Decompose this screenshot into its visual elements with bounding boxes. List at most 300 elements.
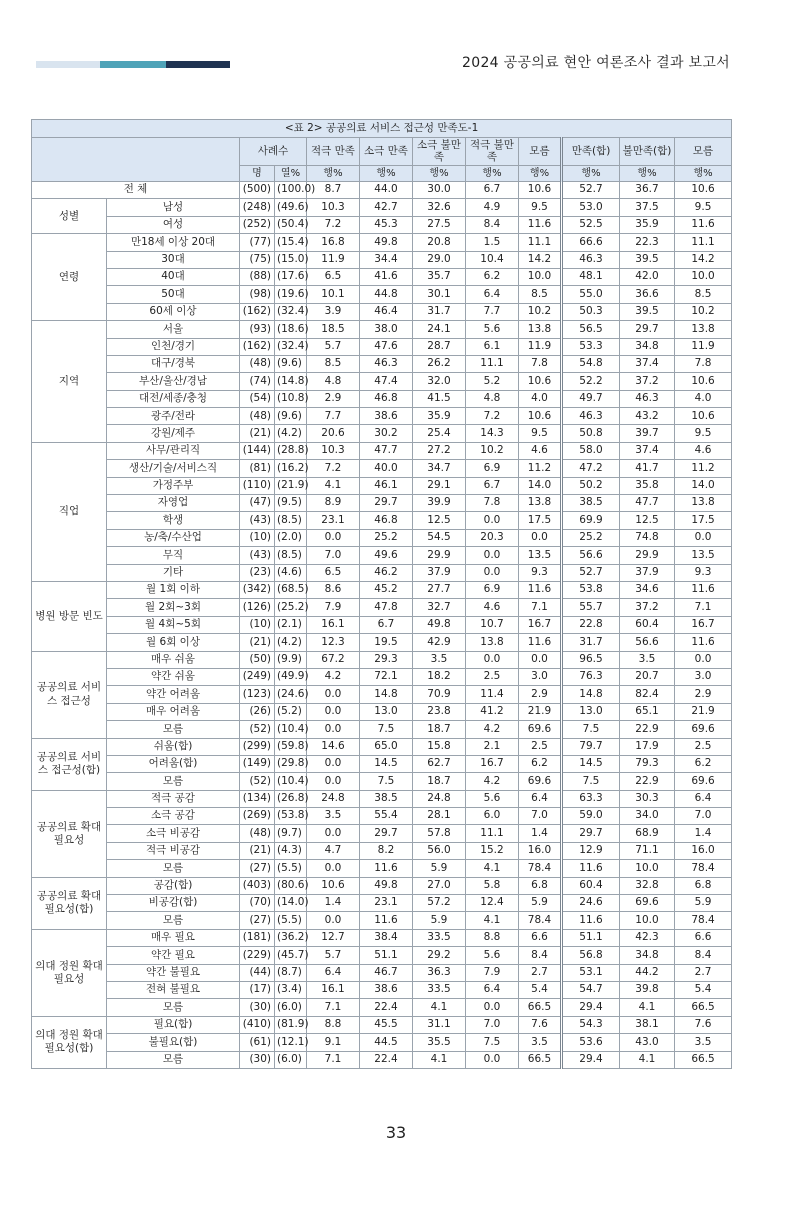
cases-cell: (43) <box>240 547 275 564</box>
pct-cell: 0.0 <box>307 703 360 720</box>
col-header-dissatisfied-sum: 불만족(합) <box>620 138 675 166</box>
pct-cell: 17.5 <box>675 512 732 529</box>
pct-cell: 36.6 <box>620 286 675 303</box>
table-row <box>32 495 732 512</box>
pct-cell: 11.6 <box>360 860 413 877</box>
pct-cell: 6.5 <box>307 564 360 581</box>
pct-cell: 23.1 <box>360 895 413 912</box>
pct-cell: 7.7 <box>307 408 360 425</box>
cases-cell: (134) <box>240 790 275 807</box>
pct-cell: 66.5 <box>675 1051 732 1068</box>
corner-header <box>32 138 240 182</box>
pct-cell: 29.7 <box>562 825 620 842</box>
pct-cell: 30.0 <box>413 182 466 199</box>
table-row <box>32 616 732 633</box>
pct-cell: 0.0 <box>466 564 519 581</box>
pct-cell: 6.9 <box>466 460 519 477</box>
header-bar-light <box>36 61 100 68</box>
pct-cell: 2.7 <box>519 964 562 981</box>
pct-cell: 22.3 <box>620 234 675 251</box>
pct-cell: 35.9 <box>620 216 675 233</box>
pct-cell: 60.4 <box>562 877 620 894</box>
pct-cell: 45.3 <box>360 216 413 233</box>
pct-cell: 53.1 <box>562 964 620 981</box>
table-row <box>32 651 732 668</box>
cases-cell: (14.8) <box>275 373 307 390</box>
cases-cell: (410) <box>240 1016 275 1033</box>
pct-cell: 62.7 <box>413 755 466 772</box>
pct-cell: 38.4 <box>360 929 413 946</box>
row-label: 기타 <box>107 564 240 581</box>
cases-cell: (61) <box>240 1034 275 1051</box>
cases-cell: (32.4) <box>275 338 307 355</box>
pct-cell: 10.1 <box>307 286 360 303</box>
row-label: 광주/전라 <box>107 408 240 425</box>
pct-cell: 50.3 <box>562 303 620 320</box>
cases-cell: (26) <box>240 703 275 720</box>
pct-cell: 13.8 <box>519 321 562 338</box>
cases-cell: (59.8) <box>275 738 307 755</box>
cases-cell: (4.3) <box>275 842 307 859</box>
pct-cell: 66.5 <box>675 999 732 1016</box>
row-label: 필요(합) <box>107 1016 240 1033</box>
cases-cell: (48) <box>240 408 275 425</box>
row-label: 불필요(합) <box>107 1034 240 1051</box>
pct-cell: 14.5 <box>360 755 413 772</box>
pct-cell: 42.7 <box>360 199 413 216</box>
unit-header: 행% <box>562 166 620 182</box>
pct-cell: 7.9 <box>466 964 519 981</box>
pct-cell: 25.2 <box>562 529 620 546</box>
row-label: 월 4회~5회 <box>107 616 240 633</box>
row-label: 월 6회 이상 <box>107 634 240 651</box>
table-row <box>32 686 732 703</box>
pct-cell: 20.3 <box>466 529 519 546</box>
cases-cell: (27) <box>240 860 275 877</box>
cases-cell: (88) <box>240 268 275 285</box>
pct-cell: 10.3 <box>307 199 360 216</box>
table-row <box>32 668 732 685</box>
pct-cell: 22.9 <box>620 721 675 738</box>
pct-cell: 7.5 <box>360 721 413 738</box>
pct-cell: 22.4 <box>360 1051 413 1068</box>
table-row <box>32 512 732 529</box>
pct-cell: 19.5 <box>360 634 413 651</box>
pct-cell: 6.2 <box>519 755 562 772</box>
pct-cell: 30.3 <box>620 790 675 807</box>
pct-cell: 0.0 <box>519 529 562 546</box>
cases-cell: (10.4) <box>275 721 307 738</box>
pct-cell: 76.3 <box>562 668 620 685</box>
cases-cell: (17.6) <box>275 268 307 285</box>
col-header-active-satisfied: 적극 만족 <box>307 138 360 166</box>
pct-cell: 10.0 <box>519 268 562 285</box>
pct-cell: 4.1 <box>620 999 675 1016</box>
pct-cell: 7.7 <box>466 303 519 320</box>
pct-cell: 11.1 <box>466 355 519 372</box>
pct-cell: 56.5 <box>562 321 620 338</box>
pct-cell: 66.6 <box>562 234 620 251</box>
row-label: 생산/기술/서비스직 <box>107 460 240 477</box>
page-number: 33 <box>385 1123 407 1142</box>
pct-cell: 7.8 <box>466 495 519 512</box>
cases-cell: (162) <box>240 303 275 320</box>
pct-cell: 24.6 <box>562 895 620 912</box>
row-label: 서울 <box>107 321 240 338</box>
pct-cell: 70.9 <box>413 686 466 703</box>
cases-cell: (81) <box>240 460 275 477</box>
pct-cell: 10.6 <box>519 408 562 425</box>
table-row <box>32 321 732 338</box>
pct-cell: 7.1 <box>675 599 732 616</box>
pct-cell: 5.7 <box>307 338 360 355</box>
cases-cell: (21) <box>240 842 275 859</box>
table-row <box>32 216 732 233</box>
table-row <box>32 877 732 894</box>
cases-cell: (21) <box>240 425 275 442</box>
row-label: 적극 공감 <box>107 790 240 807</box>
pct-cell: 71.1 <box>620 842 675 859</box>
pct-cell: 51.1 <box>360 947 413 964</box>
pct-cell: 27.2 <box>413 442 466 459</box>
pct-cell: 11.6 <box>519 634 562 651</box>
pct-cell: 6.1 <box>466 338 519 355</box>
cases-cell: (249) <box>240 668 275 685</box>
pct-cell: 66.5 <box>519 1051 562 1068</box>
pct-cell: 16.7 <box>519 616 562 633</box>
pct-cell: 10.6 <box>675 408 732 425</box>
row-label: 대구/경북 <box>107 355 240 372</box>
header-decor-bars <box>36 61 230 68</box>
table-row <box>32 529 732 546</box>
pct-cell: 4.2 <box>466 721 519 738</box>
pct-cell: 4.1 <box>620 1051 675 1068</box>
pct-cell: 41.6 <box>360 268 413 285</box>
pct-cell: 59.0 <box>562 808 620 825</box>
pct-cell: 72.1 <box>360 668 413 685</box>
pct-cell: 1.5 <box>466 234 519 251</box>
row-label: 공감(합) <box>107 877 240 894</box>
pct-cell: 0.0 <box>466 512 519 529</box>
pct-cell: 11.1 <box>519 234 562 251</box>
pct-cell: 4.6 <box>466 599 519 616</box>
cases-cell: (9.5) <box>275 495 307 512</box>
pct-cell: 0.0 <box>307 686 360 703</box>
pct-cell: 13.0 <box>562 703 620 720</box>
table-row <box>32 825 732 842</box>
pct-cell: 37.2 <box>620 373 675 390</box>
pct-cell: 47.6 <box>360 338 413 355</box>
table-row <box>32 199 732 216</box>
pct-cell: 48.1 <box>562 268 620 285</box>
pct-cell: 65.1 <box>620 703 675 720</box>
pct-cell: 7.1 <box>307 999 360 1016</box>
table-row <box>32 547 732 564</box>
pct-cell: 9.3 <box>675 564 732 581</box>
pct-cell: 65.0 <box>360 738 413 755</box>
pct-cell: 46.3 <box>562 408 620 425</box>
cases-cell: (29.8) <box>275 755 307 772</box>
pct-cell: 14.6 <box>307 738 360 755</box>
pct-cell: 38.6 <box>360 981 413 998</box>
pct-cell: 6.4 <box>466 286 519 303</box>
pct-cell: 20.8 <box>413 234 466 251</box>
table-row <box>32 581 732 598</box>
cases-cell: (36.2) <box>275 929 307 946</box>
pct-cell: 12.9 <box>562 842 620 859</box>
pct-cell: 6.4 <box>675 790 732 807</box>
row-label: 가정주부 <box>107 477 240 494</box>
pct-cell: 96.5 <box>562 651 620 668</box>
pct-cell: 21.9 <box>675 703 732 720</box>
pct-cell: 5.9 <box>519 895 562 912</box>
table-row <box>32 1016 732 1033</box>
pct-cell: 10.0 <box>620 912 675 929</box>
row-label: 적극 비공감 <box>107 842 240 859</box>
table-row <box>32 773 732 790</box>
row-label: 월 2회~3회 <box>107 599 240 616</box>
unit-header: 명 <box>240 166 275 182</box>
pct-cell: 53.8 <box>562 581 620 598</box>
cases-cell: (5.2) <box>275 703 307 720</box>
cases-cell: (10.4) <box>275 773 307 790</box>
pct-cell: 39.5 <box>620 303 675 320</box>
pct-cell: 35.8 <box>620 477 675 494</box>
pct-cell: 34.7 <box>413 460 466 477</box>
pct-cell: 5.4 <box>675 981 732 998</box>
group-label: 연령 <box>32 234 107 321</box>
table-row <box>32 251 732 268</box>
pct-cell: 47.7 <box>620 495 675 512</box>
pct-cell: 0.0 <box>519 651 562 668</box>
pct-cell: 54.5 <box>413 529 466 546</box>
pct-cell: 22.9 <box>620 773 675 790</box>
pct-cell: 7.0 <box>307 547 360 564</box>
pct-cell: 0.0 <box>307 825 360 842</box>
pct-cell: 54.3 <box>562 1016 620 1033</box>
group-label: 공공의료 확대 필요성 <box>32 790 107 877</box>
pct-cell: 78.4 <box>675 860 732 877</box>
row-label: 만18세 이상 20대 <box>107 234 240 251</box>
pct-cell: 43.2 <box>620 408 675 425</box>
pct-cell: 6.2 <box>466 268 519 285</box>
cases-cell: (10.8) <box>275 390 307 407</box>
pct-cell: 4.2 <box>466 773 519 790</box>
pct-cell: 0.0 <box>307 773 360 790</box>
pct-cell: 56.0 <box>413 842 466 859</box>
pct-cell: 6.2 <box>675 755 732 772</box>
pct-cell: 16.1 <box>307 616 360 633</box>
pct-cell: 12.7 <box>307 929 360 946</box>
pct-cell: 4.6 <box>519 442 562 459</box>
cases-cell: (2.1) <box>275 616 307 633</box>
unit-header: 행% <box>413 166 466 182</box>
cases-cell: (9.6) <box>275 408 307 425</box>
pct-cell: 16.7 <box>466 755 519 772</box>
total-label: 전 체 <box>32 182 240 199</box>
pct-cell: 2.9 <box>307 390 360 407</box>
table-row <box>32 1034 732 1051</box>
cases-cell: (50.4) <box>275 216 307 233</box>
cases-cell: (53.8) <box>275 808 307 825</box>
pct-cell: 68.9 <box>620 825 675 842</box>
pct-cell: 2.7 <box>675 964 732 981</box>
pct-cell: 45.2 <box>360 581 413 598</box>
pct-cell: 7.6 <box>675 1016 732 1033</box>
pct-cell: 28.7 <box>413 338 466 355</box>
table-row <box>32 999 732 1016</box>
pct-cell: 3.5 <box>519 1034 562 1051</box>
cases-cell: (17) <box>240 981 275 998</box>
pct-cell: 4.0 <box>675 390 732 407</box>
pct-cell: 18.5 <box>307 321 360 338</box>
pct-cell: 16.0 <box>675 842 732 859</box>
pct-cell: 37.9 <box>413 564 466 581</box>
pct-cell: 5.4 <box>519 981 562 998</box>
pct-cell: 4.1 <box>466 912 519 929</box>
pct-cell: 49.8 <box>360 234 413 251</box>
pct-cell: 39.9 <box>413 495 466 512</box>
pct-cell: 30.2 <box>360 425 413 442</box>
pct-cell: 24.8 <box>413 790 466 807</box>
table-row <box>32 738 732 755</box>
pct-cell: 44.5 <box>360 1034 413 1051</box>
cases-cell: (10) <box>240 529 275 546</box>
pct-cell: 11.6 <box>675 581 732 598</box>
pct-cell: 1.4 <box>519 825 562 842</box>
table-row <box>32 842 732 859</box>
pct-cell: 1.4 <box>307 895 360 912</box>
pct-cell: 13.0 <box>360 703 413 720</box>
pct-cell: 82.4 <box>620 686 675 703</box>
row-label: 소극 비공감 <box>107 825 240 842</box>
cases-cell: (77) <box>240 234 275 251</box>
pct-cell: 15.8 <box>413 738 466 755</box>
pct-cell: 7.0 <box>466 1016 519 1033</box>
pct-cell: 10.6 <box>675 182 732 199</box>
table-row <box>32 912 732 929</box>
pct-cell: 15.2 <box>466 842 519 859</box>
pct-cell: 69.6 <box>675 773 732 790</box>
row-label: 60세 이상 <box>107 303 240 320</box>
pct-cell: 34.8 <box>620 947 675 964</box>
pct-cell: 25.2 <box>360 529 413 546</box>
cases-cell: (3.4) <box>275 981 307 998</box>
pct-cell: 3.0 <box>675 668 732 685</box>
pct-cell: 46.2 <box>360 564 413 581</box>
pct-cell: 63.3 <box>562 790 620 807</box>
table-row <box>32 721 732 738</box>
pct-cell: 14.0 <box>675 477 732 494</box>
pct-cell: 6.4 <box>519 790 562 807</box>
row-label: 자영업 <box>107 495 240 512</box>
cases-cell: (9.7) <box>275 825 307 842</box>
col-header-satisfied-sum: 만족(합) <box>562 138 620 166</box>
pct-cell: 38.1 <box>620 1016 675 1033</box>
pct-cell: 32.7 <box>413 599 466 616</box>
row-label: 학생 <box>107 512 240 529</box>
pct-cell: 54.7 <box>562 981 620 998</box>
pct-cell: 11.4 <box>466 686 519 703</box>
cases-cell: (248) <box>240 199 275 216</box>
pct-cell: 4.8 <box>307 373 360 390</box>
pct-cell: 23.1 <box>307 512 360 529</box>
pct-cell: 7.5 <box>360 773 413 790</box>
pct-cell: 9.5 <box>519 425 562 442</box>
pct-cell: 34.8 <box>620 338 675 355</box>
row-label: 무직 <box>107 547 240 564</box>
cases-cell: (269) <box>240 808 275 825</box>
pct-cell: 37.4 <box>620 355 675 372</box>
row-label: 사무/관리직 <box>107 442 240 459</box>
pct-cell: 14.2 <box>675 251 732 268</box>
pct-cell: 3.5 <box>675 1034 732 1051</box>
cases-cell: (24.6) <box>275 686 307 703</box>
pct-cell: 11.2 <box>675 460 732 477</box>
cases-cell: (162) <box>240 338 275 355</box>
row-label: 매우 어려움 <box>107 703 240 720</box>
pct-cell: 49.8 <box>413 616 466 633</box>
cases-cell: (74) <box>240 373 275 390</box>
pct-cell: 27.7 <box>413 581 466 598</box>
pct-cell: 32.8 <box>620 877 675 894</box>
pct-cell: 22.4 <box>360 999 413 1016</box>
pct-cell: 35.9 <box>413 408 466 425</box>
pct-cell: 9.5 <box>675 425 732 442</box>
pct-cell: 6.9 <box>466 581 519 598</box>
pct-cell: 52.2 <box>562 373 620 390</box>
pct-cell: 66.5 <box>519 999 562 1016</box>
pct-cell: 49.6 <box>360 547 413 564</box>
pct-cell: 5.9 <box>675 895 732 912</box>
unit-header: 행% <box>519 166 562 182</box>
pct-cell: 34.6 <box>620 581 675 598</box>
pct-cell: 2.5 <box>466 668 519 685</box>
pct-cell: 9.5 <box>519 199 562 216</box>
pct-cell: 35.5 <box>413 1034 466 1051</box>
cases-cell: (5.5) <box>275 860 307 877</box>
cases-cell: (25.2) <box>275 599 307 616</box>
pct-cell: 0.0 <box>675 529 732 546</box>
pct-cell: 10.3 <box>307 442 360 459</box>
cases-cell: (44) <box>240 964 275 981</box>
pct-cell: 2.5 <box>675 738 732 755</box>
table-row <box>32 755 732 772</box>
pct-cell: 12.5 <box>620 512 675 529</box>
pct-cell: 1.4 <box>675 825 732 842</box>
pct-cell: 11.6 <box>675 216 732 233</box>
pct-cell: 69.6 <box>675 721 732 738</box>
pct-cell: 0.0 <box>307 529 360 546</box>
cases-cell: (23) <box>240 564 275 581</box>
pct-cell: 10.6 <box>675 373 732 390</box>
pct-cell: 29.1 <box>413 477 466 494</box>
table-row <box>32 477 732 494</box>
pct-cell: 69.6 <box>519 773 562 790</box>
pct-cell: 9.5 <box>675 199 732 216</box>
pct-cell: 13.8 <box>466 634 519 651</box>
cases-cell: (6.0) <box>275 999 307 1016</box>
pct-cell: 7.2 <box>466 408 519 425</box>
pct-cell: 11.6 <box>675 634 732 651</box>
table-row <box>32 929 732 946</box>
pct-cell: 24.8 <box>307 790 360 807</box>
pct-cell: 7.1 <box>519 599 562 616</box>
cases-cell: (16.2) <box>275 460 307 477</box>
pct-cell: 22.8 <box>562 616 620 633</box>
pct-cell: 30.1 <box>413 286 466 303</box>
cases-cell: (50) <box>240 651 275 668</box>
